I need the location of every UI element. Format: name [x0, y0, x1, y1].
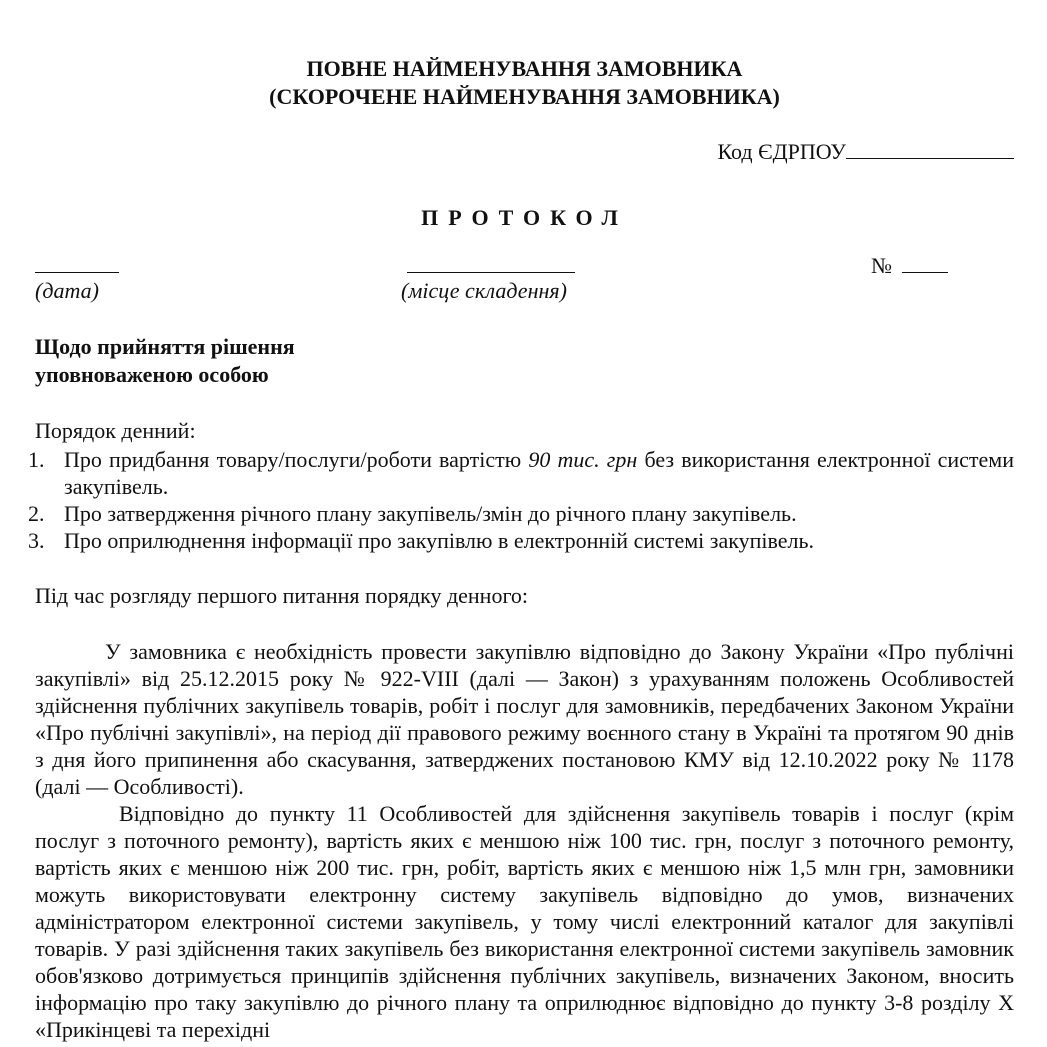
edrpou-label: Код ЄДРПОУ	[717, 139, 846, 164]
agenda-text-end: без використання електронної системи закупівель.	[64, 447, 1014, 499]
date-label: (дата)	[35, 278, 99, 303]
number-sign: №	[871, 253, 892, 278]
agenda-amount: 90 тис. грн	[528, 447, 638, 472]
document-title: ПРОТОКОЛ	[421, 205, 628, 230]
first-question-intro: Під час розгляду першого питання порядку денного:	[35, 583, 529, 608]
paragraph-law-reference: У замовника є необхідність провести закупівлю відповідно до Закону України «Про публічні закупівлі» від 25.12.2015 року № 922-VIII (далі — Закон) з урахуванням положень Особливостей здійснення публічних закупівель товарів, робіт і послуг для замовників, передбачених Законом України «Про публічні закупівлі», на період дії правового режиму воєнного стану в Україні та протягом 90 днів з дня його припинення або скасування, затверджених постановою КМУ від 12.10.2022 року № 1178 (далі — Особливості).	[35, 639, 1014, 799]
edrpou-code-line	[717, 138, 1014, 165]
agenda-text: Про придбання товару/послуги/роботи вартістю	[64, 447, 529, 472]
edrpou-blank	[846, 138, 1014, 159]
agenda-text: Про затвердження річного плану закупівель/змін до річного плану закупівель.	[64, 501, 797, 526]
subject-line-2: уповноваженою особою	[35, 362, 269, 387]
agenda-item-1	[28, 446, 1014, 500]
place-label: (місце складення)	[401, 278, 567, 303]
agenda-item-2	[28, 500, 1014, 527]
document-page	[28, 0, 1014, 1047]
agenda-number: 2.	[28, 501, 45, 526]
paragraph-clause-11: Відповідно до пункту 11 Особливостей для здійснення закупівель товарів і послуг (крім послуг з поточного ремонту), вартість яких є меншою ніж 100 тис. грн, послуг з поточного ремонту, вартість яких є меншою ніж 200 тис. грн, робіт, вартість яких є меншою ніж 1,5 млн грн, замовники можуть використовувати електронну систему закупівель відповідно до умов, визначених адміністратором електронної системи закупівель, у тому числі електронний каталог для закупівлі товарів. У разі здійснення таких закупівель без використання електронної системи закупівель замовник обов'язково дотримується принципів здійснення публічних закупівель, визначених Законом, вносить інформацію про таку закупівлю до річного плану та оприлюднює відповідно до пункту 3-8 розділу X «Прикінцеві та перехідні	[35, 801, 1014, 1042]
agenda-number: 1.	[28, 447, 45, 472]
agenda-list	[28, 446, 1014, 554]
subject-line-1: Щодо прийняття рішення	[35, 334, 295, 359]
number-blank	[902, 252, 948, 273]
customer-full-name: ПОВНЕ НАЙМЕНУВАННЯ ЗАМОВНИКА	[306, 56, 743, 81]
date-blank	[35, 272, 119, 273]
agenda-number: 3.	[28, 528, 45, 553]
agenda-item-3	[28, 527, 1014, 554]
customer-short-name: (СКОРОЧЕНЕ НАЙМЕНУВАННЯ ЗАМОВНИКА)	[269, 84, 780, 109]
agenda-text: Про оприлюднення інформації про закупівлю в електронній системі закупівель.	[64, 528, 815, 553]
number-line	[871, 252, 948, 279]
agenda-heading: Порядок денний:	[35, 418, 196, 443]
place-blank	[407, 272, 575, 273]
